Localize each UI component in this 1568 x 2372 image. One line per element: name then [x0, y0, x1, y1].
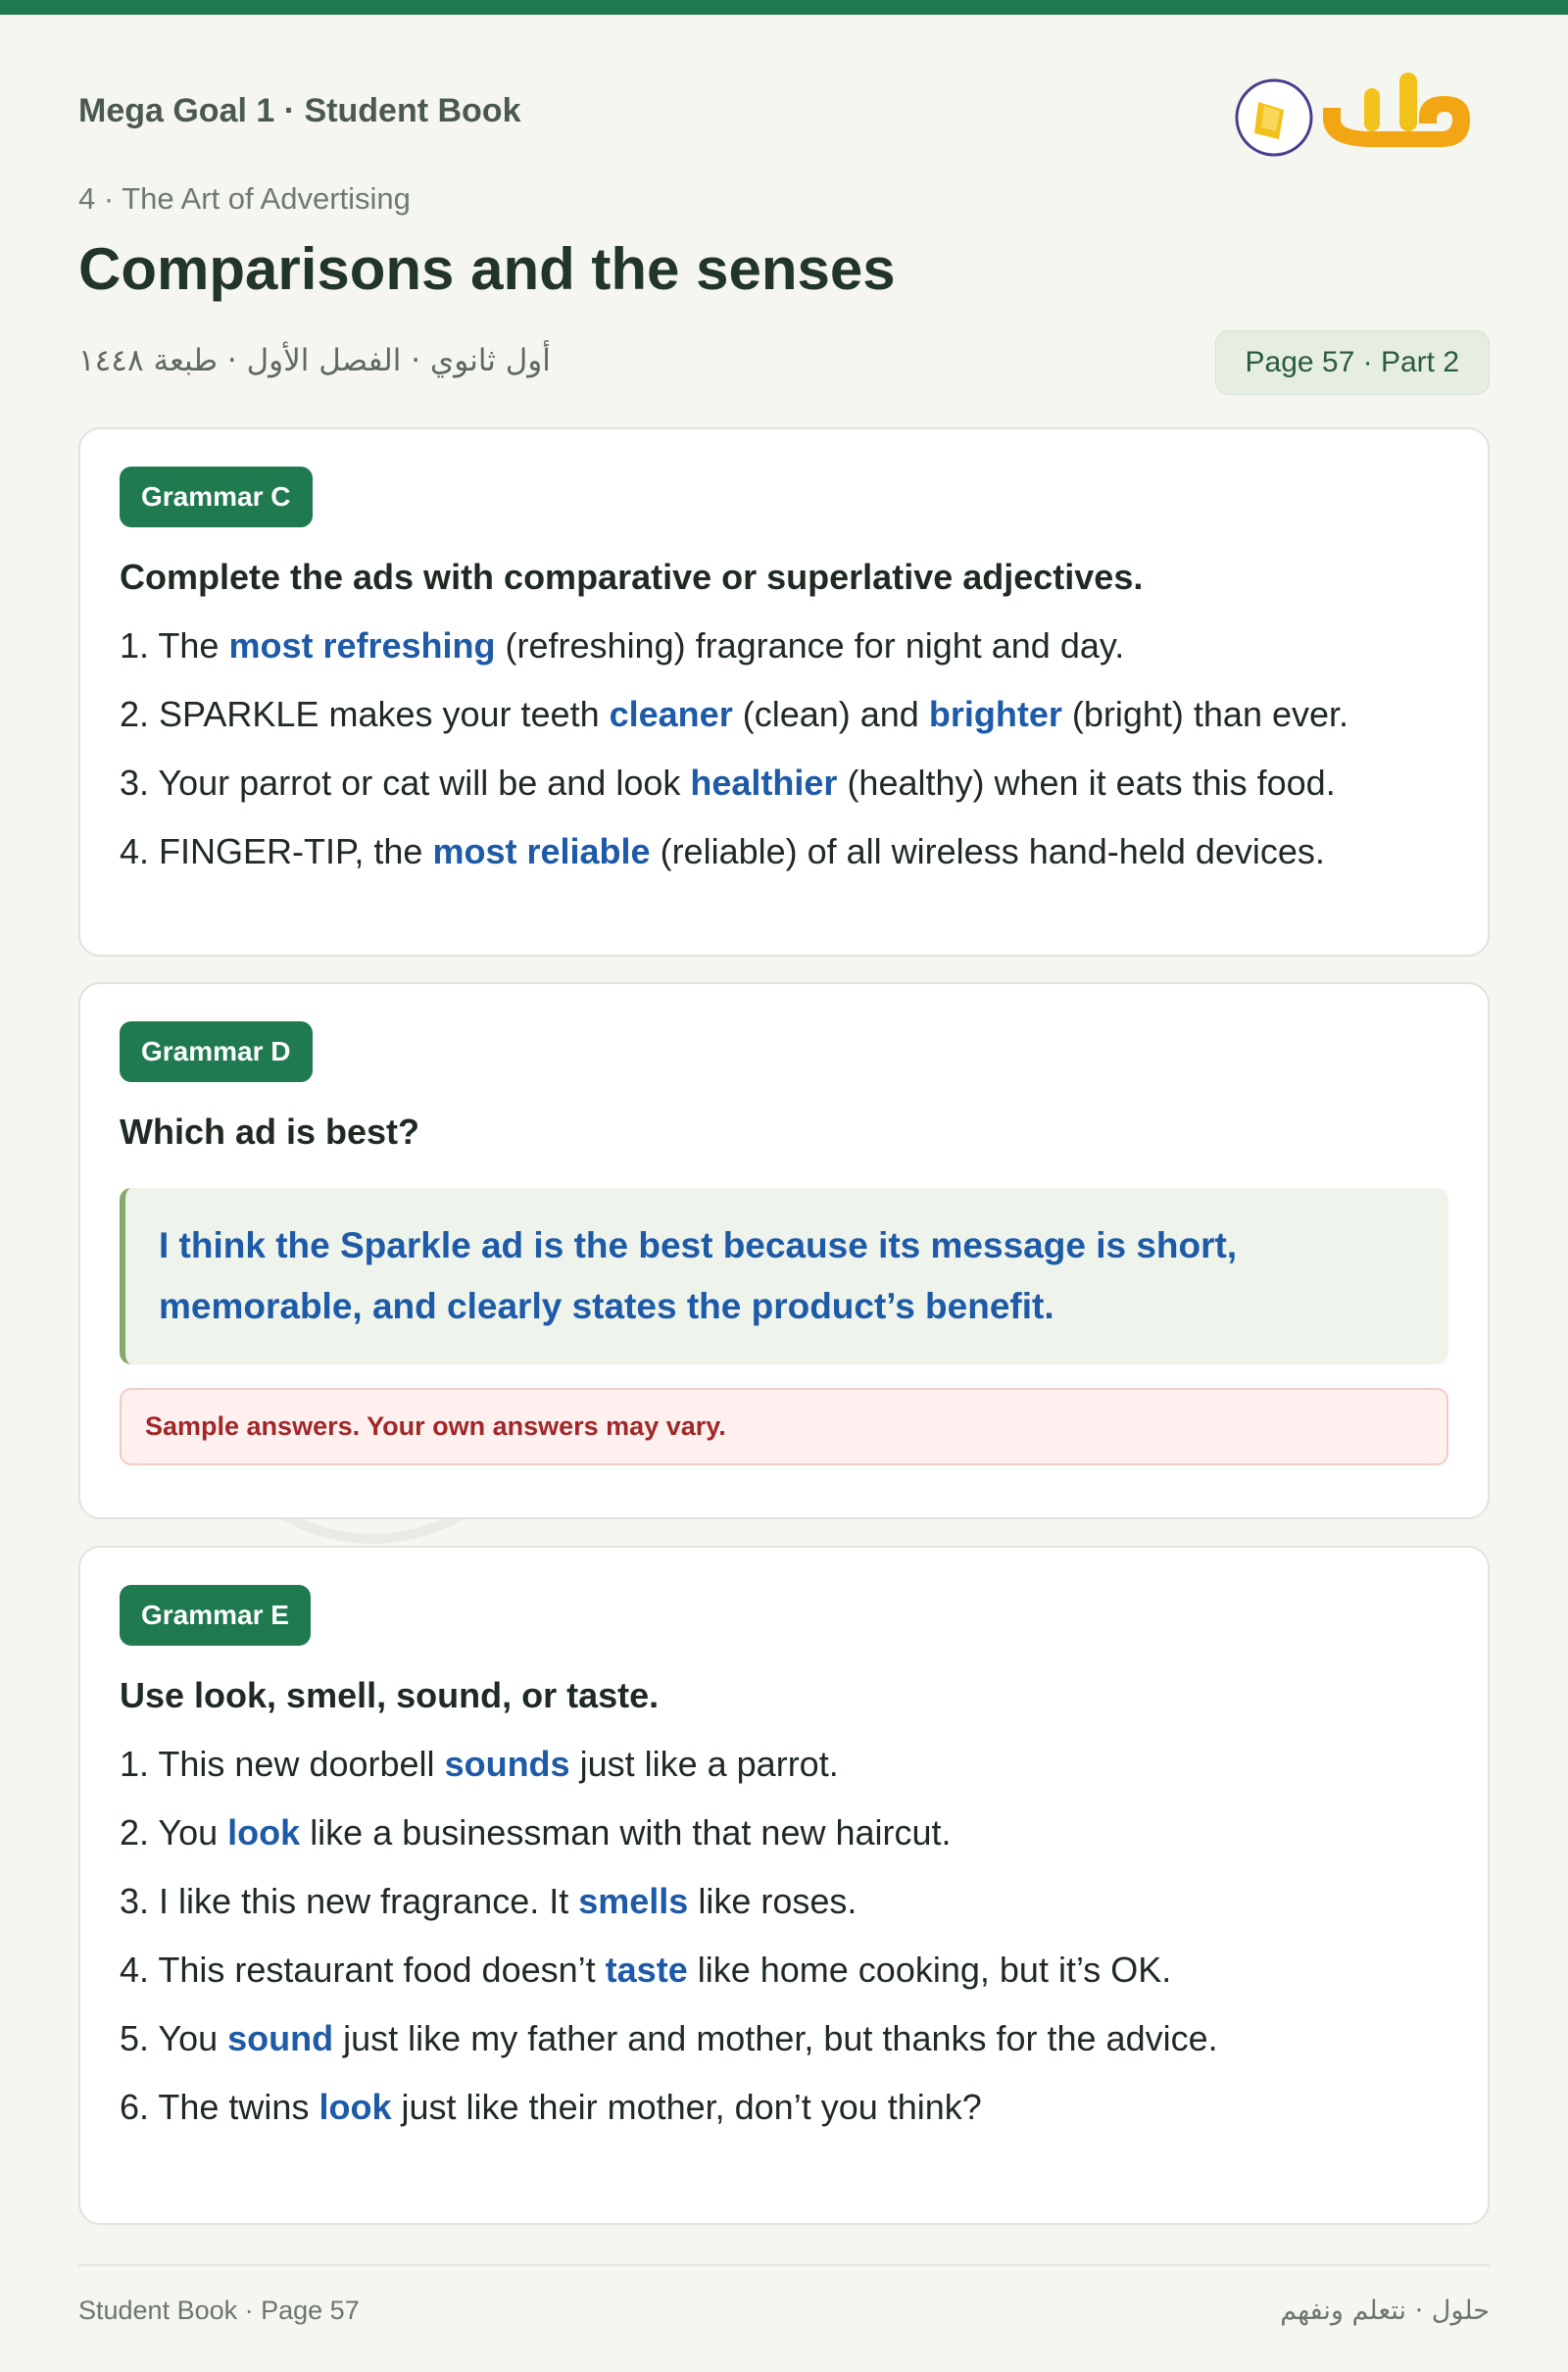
footer-brand-tagline: حلول · نتعلم ونفهم — [1280, 2296, 1490, 2326]
answer-word: most refreshing — [228, 625, 496, 666]
answer-word: smells — [578, 1881, 689, 1921]
arabic-subtitle: أول ثانوي · الفصل الأول · طبعة ١٤٤٨ — [78, 343, 551, 378]
grammar-e-item: 1. This new doorbell sounds just like a parrot. — [120, 1744, 839, 1784]
grammar-d-card — [78, 982, 1490, 1519]
answer-word: sound — [227, 2018, 334, 2058]
answer-word: brighter — [928, 694, 1062, 734]
answer-word: most reliable — [432, 831, 651, 871]
grammar-c-item: 4. FINGER-TIP, the most reliable (reliable) of all wireless hand-held devices. — [120, 831, 1325, 871]
answer-word: look — [227, 1812, 301, 1853]
footer-page-label: Student Book · Page 57 — [78, 2296, 360, 2325]
grammar-c-instruction: Complete the ads with comparative or superlative adjectives. — [120, 557, 1144, 597]
grammar-e-card — [78, 1546, 1490, 2225]
sample-answer-note: Sample answers. Your own answers may vary. — [120, 1388, 1448, 1465]
halool-logo[interactable] — [1225, 59, 1480, 167]
grammar-e-item: 5. You sound just like my father and mother, but thanks for the advice. — [120, 2018, 1218, 2058]
grammar-e-badge: Grammar E — [120, 1585, 311, 1646]
answer-word: healthier — [690, 763, 838, 803]
footer-divider — [78, 2264, 1490, 2266]
grammar-e-item: 4. This restaurant food doesn’t taste like home cooking, but it’s OK. — [120, 1950, 1172, 1990]
grammar-d-instruction: Which ad is best? — [120, 1112, 420, 1152]
grammar-e-item: 2. You look like a businessman with that new haircut. — [120, 1812, 952, 1853]
unit-label: 4 · The Art of Advertising — [78, 181, 411, 216]
grammar-c-item: 1. The most refreshing (refreshing) fragrance for night and day. — [120, 625, 1125, 666]
book-title: Mega Goal 1 · Student Book — [78, 92, 521, 129]
grammar-c-item: 2. SPARKLE makes your teeth cleaner (clean) and brighter (bright) than ever. — [120, 694, 1349, 734]
sample-answer-box: I think the Sparkle ad is the best because its message is short, memorable, and clearly states the product’s benefit. — [120, 1188, 1448, 1364]
answer-word: taste — [605, 1950, 688, 1990]
answer-word: cleaner — [609, 694, 733, 734]
grammar-e-instruction: Use look, smell, sound, or taste. — [120, 1675, 660, 1715]
grammar-c-card — [78, 427, 1490, 957]
logo-icon — [1225, 59, 1480, 167]
page-part-pill: Page 57 · Part 2 — [1215, 330, 1490, 395]
page-title: Comparisons and the senses — [78, 236, 896, 302]
grammar-c-item: 3. Your parrot or cat will be and look healthier (healthy) when it eats this food. — [120, 763, 1336, 803]
grammar-c-badge: Grammar C — [120, 467, 313, 527]
grammar-d-badge: Grammar D — [120, 1021, 313, 1082]
answer-word: sounds — [444, 1744, 570, 1784]
grammar-e-item: 3. I like this new fragrance. It smells like roses. — [120, 1881, 858, 1921]
page-content — [78, 0, 1490, 2372]
answer-word: look — [318, 2087, 392, 2127]
grammar-e-item: 6. The twins look just like their mother, don’t you think? — [120, 2087, 982, 2127]
